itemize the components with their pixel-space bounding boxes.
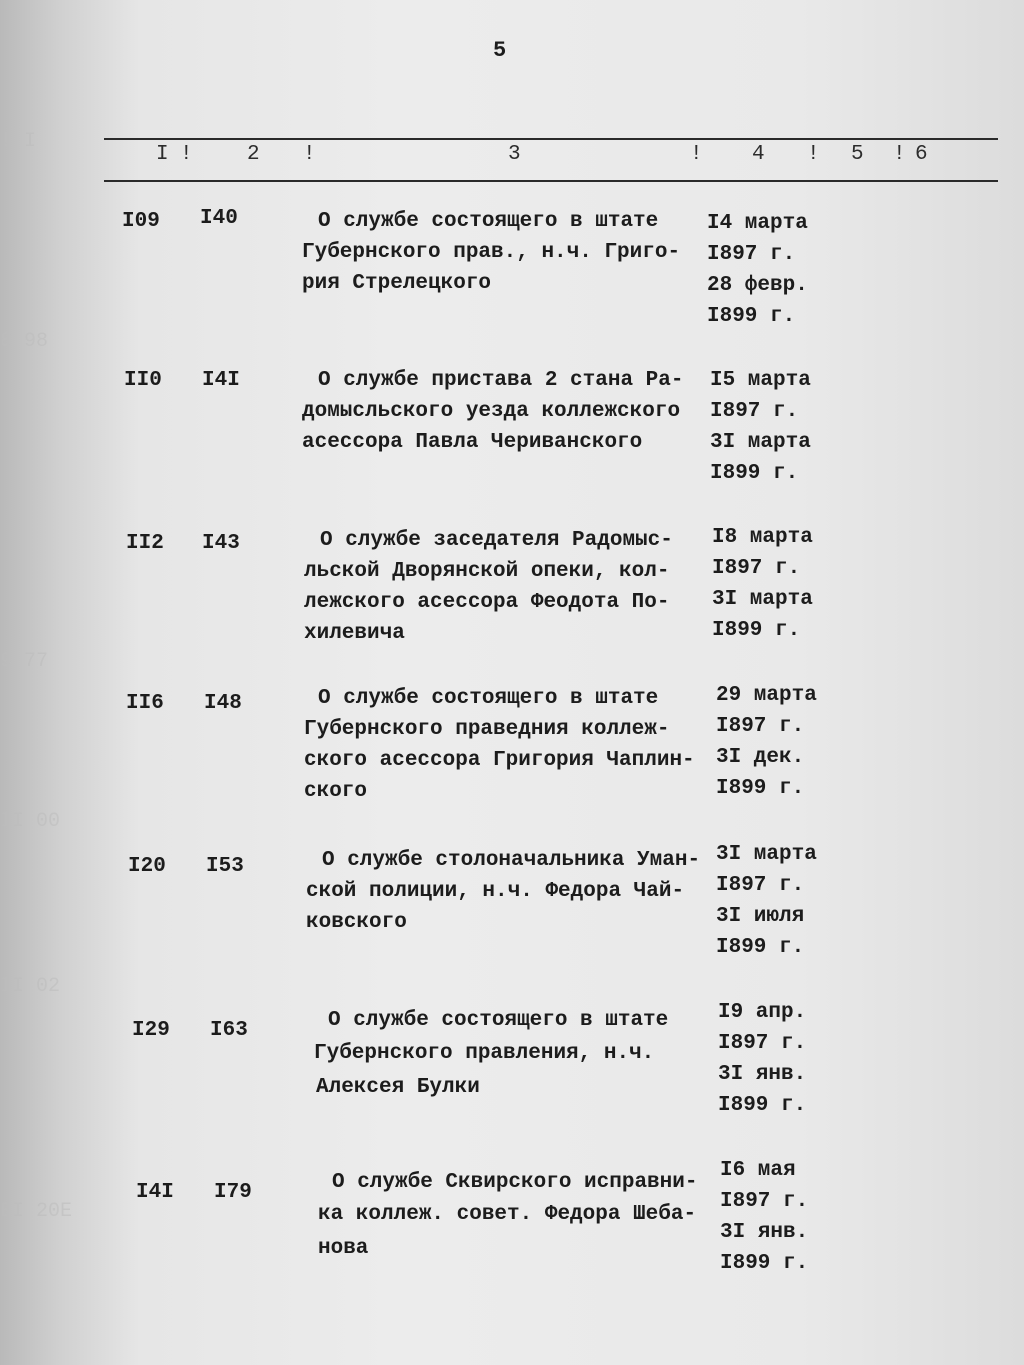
row-date-line: 28 февр. — [707, 274, 808, 297]
header-separator: ! — [807, 143, 820, 166]
row-date-line: I899 г. — [718, 1094, 807, 1117]
row-subject-line: ковского — [306, 911, 407, 934]
header-separator: ! — [893, 143, 906, 166]
row-subject-line: О службе пристава 2 стана Ра- — [318, 369, 684, 392]
row-subject-line: лежского асессора Феодота По- — [304, 591, 670, 614]
row-date-line: I8 марта — [712, 526, 813, 549]
header-separator: ! — [180, 143, 193, 166]
row-subject-line: хилевича — [304, 622, 405, 645]
row-date-line: I897 г. — [716, 874, 805, 897]
row-subject-line: О службе заседателя Радомыс- — [320, 529, 673, 552]
row-date-line: 3I марта — [716, 843, 817, 866]
row-subject-line: О службе состоящего в штате — [328, 1009, 669, 1032]
file-number: I40 — [200, 207, 238, 230]
bleed-through-mark: II 02 — [0, 975, 61, 998]
file-number: I53 — [206, 855, 244, 878]
header-col-3: 3 — [508, 143, 521, 166]
row-date-line: I899 г. — [712, 619, 801, 642]
row-subject-line: ского асессора Григория Чаплин- — [304, 749, 695, 772]
row-date-line: I6 мая — [720, 1159, 796, 1182]
row-date-line: 3I марта — [710, 431, 811, 454]
row-subject-line: асессора Павла Чериванского — [302, 431, 643, 454]
row-date-line: I897 г. — [712, 557, 801, 580]
row-subject-line: Губернского прав., н.ч. Григо- — [302, 241, 681, 264]
header-col-6: 6 — [915, 143, 928, 166]
row-date-line: I899 г. — [707, 305, 796, 328]
file-number: I43 — [202, 532, 240, 555]
row-subject-line: О службе состоящего в штате — [318, 687, 659, 710]
bleed-through-mark: 8 98 — [0, 330, 49, 353]
row-date-line: 29 марта — [716, 684, 817, 707]
row-subject-line: О службе Сквирского исправни- — [332, 1171, 698, 1194]
header-col-5: 5 — [851, 143, 864, 166]
row-date-line: I899 г. — [716, 777, 805, 800]
header-separator: ! — [690, 143, 703, 166]
row-date-line: 3I марта — [712, 588, 813, 611]
row-date-line: I899 г. — [710, 462, 799, 485]
row-subject-line: льской Дворянской опеки, кол- — [304, 560, 670, 583]
row-date-line: I9 апр. — [718, 1001, 807, 1024]
file-number: I63 — [210, 1019, 248, 1042]
row-date-line: I5 марта — [710, 369, 811, 392]
row-number: I20 — [128, 855, 166, 878]
row-date-line: I897 г. — [718, 1032, 807, 1055]
row-number: II6 — [126, 692, 164, 715]
row-date-line: I897 г. — [707, 243, 796, 266]
row-subject-line: Губернского правления, н.ч. — [314, 1042, 655, 1065]
bleed-through-mark: ! I — [0, 130, 37, 153]
bleed-through-mark: II 00 — [0, 810, 61, 833]
row-number: I4I — [136, 1181, 174, 1204]
row-date-line: 3I июля — [716, 905, 805, 928]
file-number: I48 — [204, 692, 242, 715]
header-col-1: I — [156, 143, 169, 166]
row-subject-line: рия Стрелецкого — [302, 272, 492, 295]
row-number: II2 — [126, 532, 164, 555]
row-date-line: I4 марта — [707, 212, 808, 235]
row-subject-line: ской полиции, н.ч. Федора Чай- — [306, 880, 685, 903]
row-subject-line: ка коллеж. совет. Федора Шеба- — [318, 1203, 697, 1226]
row-number: I29 — [132, 1019, 170, 1042]
row-date-line: I899 г. — [716, 936, 805, 959]
header-rule-top — [104, 138, 998, 140]
row-number: II0 — [124, 369, 162, 392]
row-number: I09 — [122, 210, 160, 233]
header-separator: ! — [303, 143, 316, 166]
header-rule-bottom — [104, 180, 998, 182]
bleed-through-mark: 9 77 — [0, 650, 49, 673]
row-date-line: I897 г. — [710, 400, 799, 423]
row-date-line: I897 г. — [720, 1190, 809, 1213]
row-subject-line: нова — [318, 1237, 369, 1260]
row-subject-line: Алексея Булки — [316, 1076, 480, 1099]
row-subject-line: ского — [304, 780, 368, 803]
row-date-line: 3I янв. — [718, 1063, 807, 1086]
file-number: I79 — [214, 1181, 252, 1204]
row-date-line: I897 г. — [716, 715, 805, 738]
page-number: 5 — [493, 38, 507, 63]
row-subject-line: О службе столоначальника Уман- — [322, 849, 701, 872]
row-subject-line: домысльского уезда коллежского — [302, 400, 681, 423]
header-col-4: 4 — [752, 143, 765, 166]
row-subject-line: Губернского праведния коллеж- — [304, 718, 670, 741]
header-col-2: 2 — [247, 143, 260, 166]
bleed-through-mark: EI 20E — [0, 1200, 73, 1223]
row-date-line: 3I дек. — [716, 746, 805, 769]
row-date-line: I899 г. — [720, 1252, 809, 1275]
row-subject-line: О службе состоящего в штате — [318, 210, 659, 233]
row-date-line: 3I янв. — [720, 1221, 809, 1244]
file-number: I4I — [202, 369, 240, 392]
